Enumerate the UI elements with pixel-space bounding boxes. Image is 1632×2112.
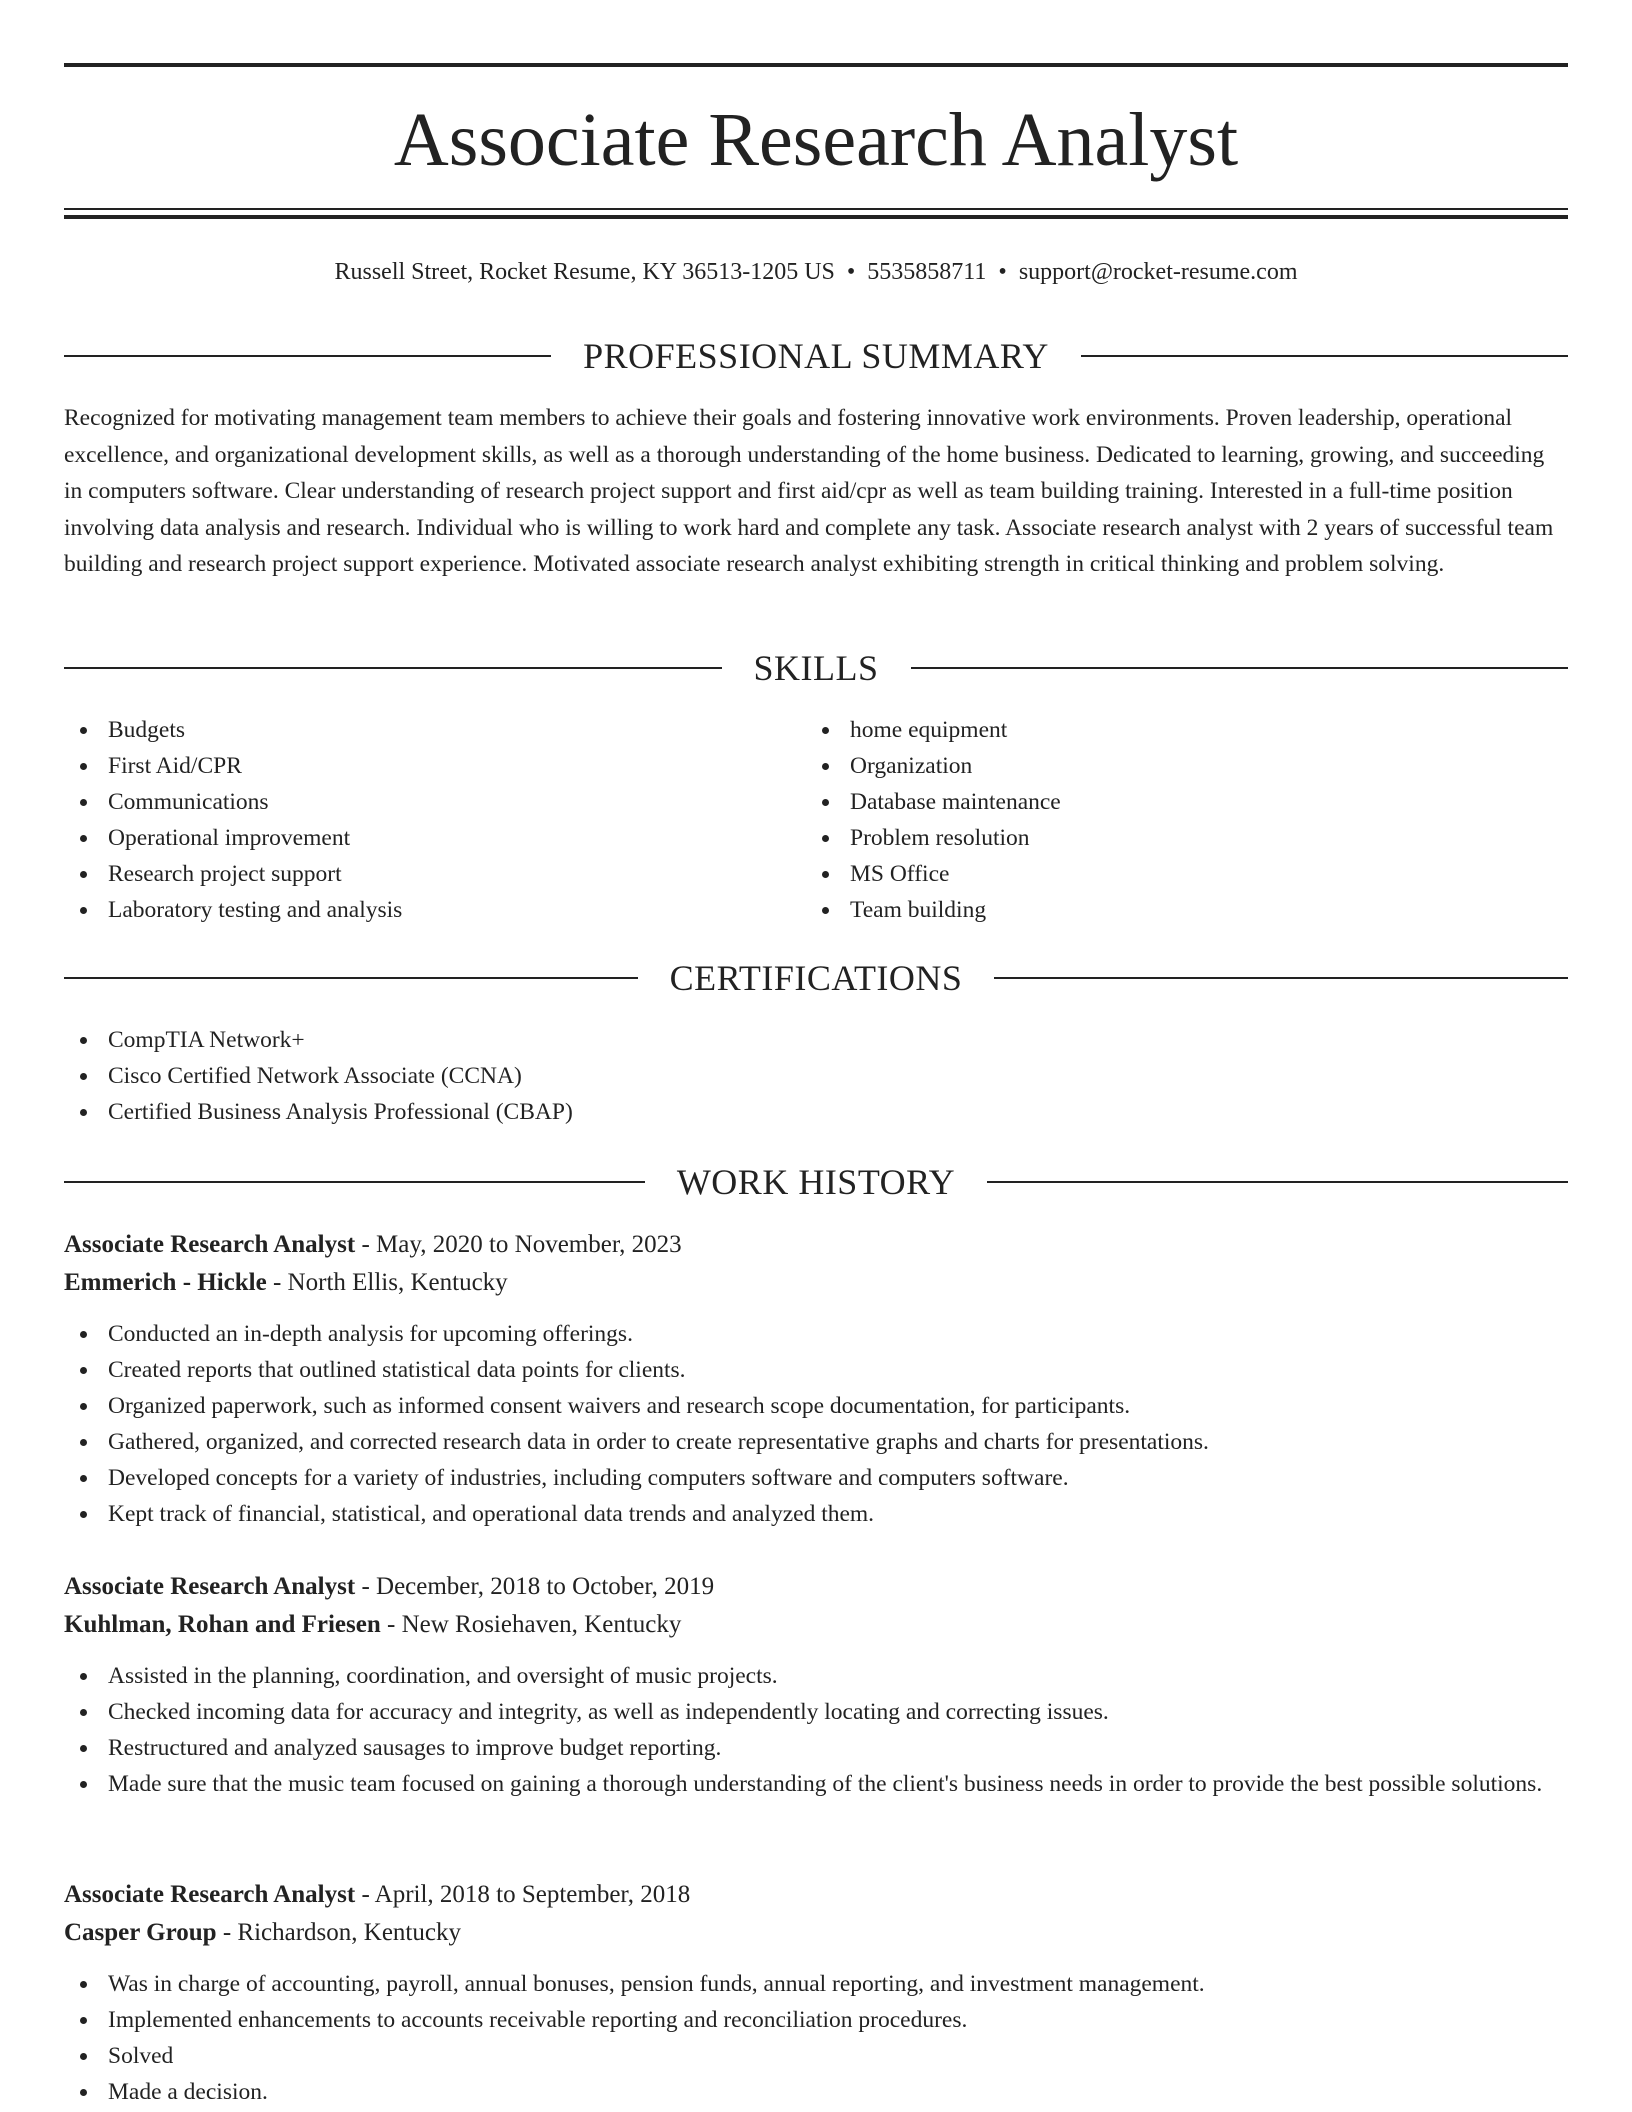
job-bullet: Restructured and analyzed sausages to improve budget reporting. xyxy=(64,1730,1568,1766)
job-company-line xyxy=(64,1264,1568,1302)
contact-address: Russell Street, Rocket Resume, KY 36513-1205 US xyxy=(334,259,835,285)
skill-item: Budgets xyxy=(64,712,804,748)
job-location: - North Ellis, Kentucky xyxy=(266,1269,508,1296)
skill-item: Team building xyxy=(806,892,1546,928)
skill-item: MS Office xyxy=(806,856,1546,892)
job-bullet: Kept track of financial, statistical, and operational data trends and analyzed them. xyxy=(64,1496,1568,1532)
section-rule xyxy=(64,977,638,979)
header-double-rule-thin xyxy=(64,208,1568,210)
job-entry xyxy=(64,1226,1568,1532)
page-title: Associate Research Analyst xyxy=(393,98,1239,182)
certification-item: Certified Business Analysis Professional (CBAP) xyxy=(64,1094,1568,1130)
job-bullet: Organized paperwork, such as informed consent waivers and research scope documentation, for participants. xyxy=(64,1388,1568,1424)
section-rule xyxy=(64,355,551,357)
section-rule xyxy=(1081,355,1568,357)
job-title-line xyxy=(64,1568,1568,1606)
header-double-rule-thick xyxy=(64,215,1568,219)
section-title-work-history: WORK HISTORY xyxy=(676,1162,956,1202)
section-rule xyxy=(64,1181,645,1183)
job-bullet: Created reports that outlined statistical data points for clients. xyxy=(64,1352,1568,1388)
job-entry xyxy=(64,1568,1568,1802)
job-dates: - December, 2018 to October, 2019 xyxy=(355,1573,715,1600)
job-bullet: Conducted an in-depth analysis for upcoming offerings. xyxy=(64,1316,1568,1352)
job-dates: - April, 2018 to September, 2018 xyxy=(355,1881,691,1908)
skill-item: Database maintenance xyxy=(806,784,1546,820)
skills-list-right xyxy=(806,712,1546,928)
section-header-skills xyxy=(64,646,1568,690)
job-bullet: Was in charge of accounting, payroll, annual bonuses, pension funds, annual reporting, and investment management. xyxy=(64,1966,1568,2002)
section-header-summary xyxy=(64,334,1568,378)
section-title-certifications: CERTIFICATIONS xyxy=(669,958,963,998)
contact-phone: 5535858711 xyxy=(867,259,987,285)
header-top-rule xyxy=(64,63,1568,67)
job-title: Associate Research Analyst xyxy=(64,1231,356,1258)
job-bullet: Developed concepts for a variety of industries, including computers software and computers software. xyxy=(64,1460,1568,1496)
job-bullet: Assisted in the planning, coordination, and oversight of music projects. xyxy=(64,1658,1568,1694)
job-bullets xyxy=(64,1966,1568,2110)
certification-item: Cisco Certified Network Associate (CCNA) xyxy=(64,1058,1568,1094)
job-company: Casper Group xyxy=(64,1919,217,1946)
job-bullet: Gathered, organized, and corrected research data in order to create representative graphs and charts for presentations. xyxy=(64,1424,1568,1460)
job-bullet: Solved xyxy=(64,2038,1568,2074)
section-title-skills: SKILLS xyxy=(753,648,879,688)
section-title-summary: PROFESSIONAL SUMMARY xyxy=(583,336,1049,376)
skill-item: First Aid/CPR xyxy=(64,748,804,784)
section-rule xyxy=(64,667,722,669)
job-entry xyxy=(64,1876,1568,2110)
contact-line xyxy=(64,255,1568,289)
job-dates: - May, 2020 to November, 2023 xyxy=(355,1231,682,1258)
skill-item: Organization xyxy=(806,748,1546,784)
skill-item: Laboratory testing and analysis xyxy=(64,892,804,928)
section-header-work-history xyxy=(64,1160,1568,1204)
skill-item: Communications xyxy=(64,784,804,820)
certifications-list xyxy=(64,1022,1568,1130)
skill-item: Research project support xyxy=(64,856,804,892)
section-rule xyxy=(911,667,1569,669)
job-bullet: Implemented enhancements to accounts receivable reporting and reconciliation procedures. xyxy=(64,2002,1568,2038)
job-company: Kuhlman, Rohan and Friesen xyxy=(64,1611,381,1638)
job-title: Associate Research Analyst xyxy=(64,1881,356,1908)
summary-text: Recognized for motivating management team members to achieve their goals and fostering innovative work environments. Proven leadership, operational excellence, and organizational development skills, as well as a thorough understanding of the home business. Dedicated to learning, growing, and succeeding in computers software. Clear understanding of research project support and first aid/cpr as well as team building training. Interested in a full-time position involving data analysis and research. Individual who is willing to work hard and complete any task. Associate research analyst with 2 years of successful team building and research project support experience. Motivated associate research analyst exhibiting strength in critical thinking and problem solving. xyxy=(64,405,1554,577)
skills-list-left xyxy=(64,712,804,928)
job-location: - Richardson, Kentucky xyxy=(216,1919,461,1946)
job-company-line xyxy=(64,1914,1568,1952)
contact-email: support@rocket-resume.com xyxy=(1018,259,1298,285)
contact-separator: • xyxy=(846,259,856,285)
job-title-line xyxy=(64,1876,1568,1914)
job-bullets xyxy=(64,1658,1568,1802)
certification-item: CompTIA Network+ xyxy=(64,1022,1568,1058)
contact-separator: • xyxy=(998,259,1007,285)
job-company: Emmerich - Hickle xyxy=(64,1269,267,1296)
job-location: - New Rosiehaven, Kentucky xyxy=(380,1611,682,1638)
skill-item: Operational improvement xyxy=(64,820,804,856)
skill-item: home equipment xyxy=(806,712,1546,748)
job-title: Associate Research Analyst xyxy=(64,1573,356,1600)
job-title-line xyxy=(64,1226,1568,1264)
job-bullets xyxy=(64,1316,1568,1532)
job-bullet: Checked incoming data for accuracy and integrity, as well as independently locating and correcting issues. xyxy=(64,1694,1568,1730)
skill-item: Problem resolution xyxy=(806,820,1546,856)
job-bullet: Made sure that the music team focused on gaining a thorough understanding of the client's business needs in order to provide the best possible solutions. xyxy=(64,1766,1568,1802)
section-rule xyxy=(987,1181,1568,1183)
job-bullet: Made a decision. xyxy=(64,2074,1568,2110)
section-rule xyxy=(994,977,1568,979)
job-company-line xyxy=(64,1606,1568,1644)
section-header-certifications xyxy=(64,956,1568,1000)
